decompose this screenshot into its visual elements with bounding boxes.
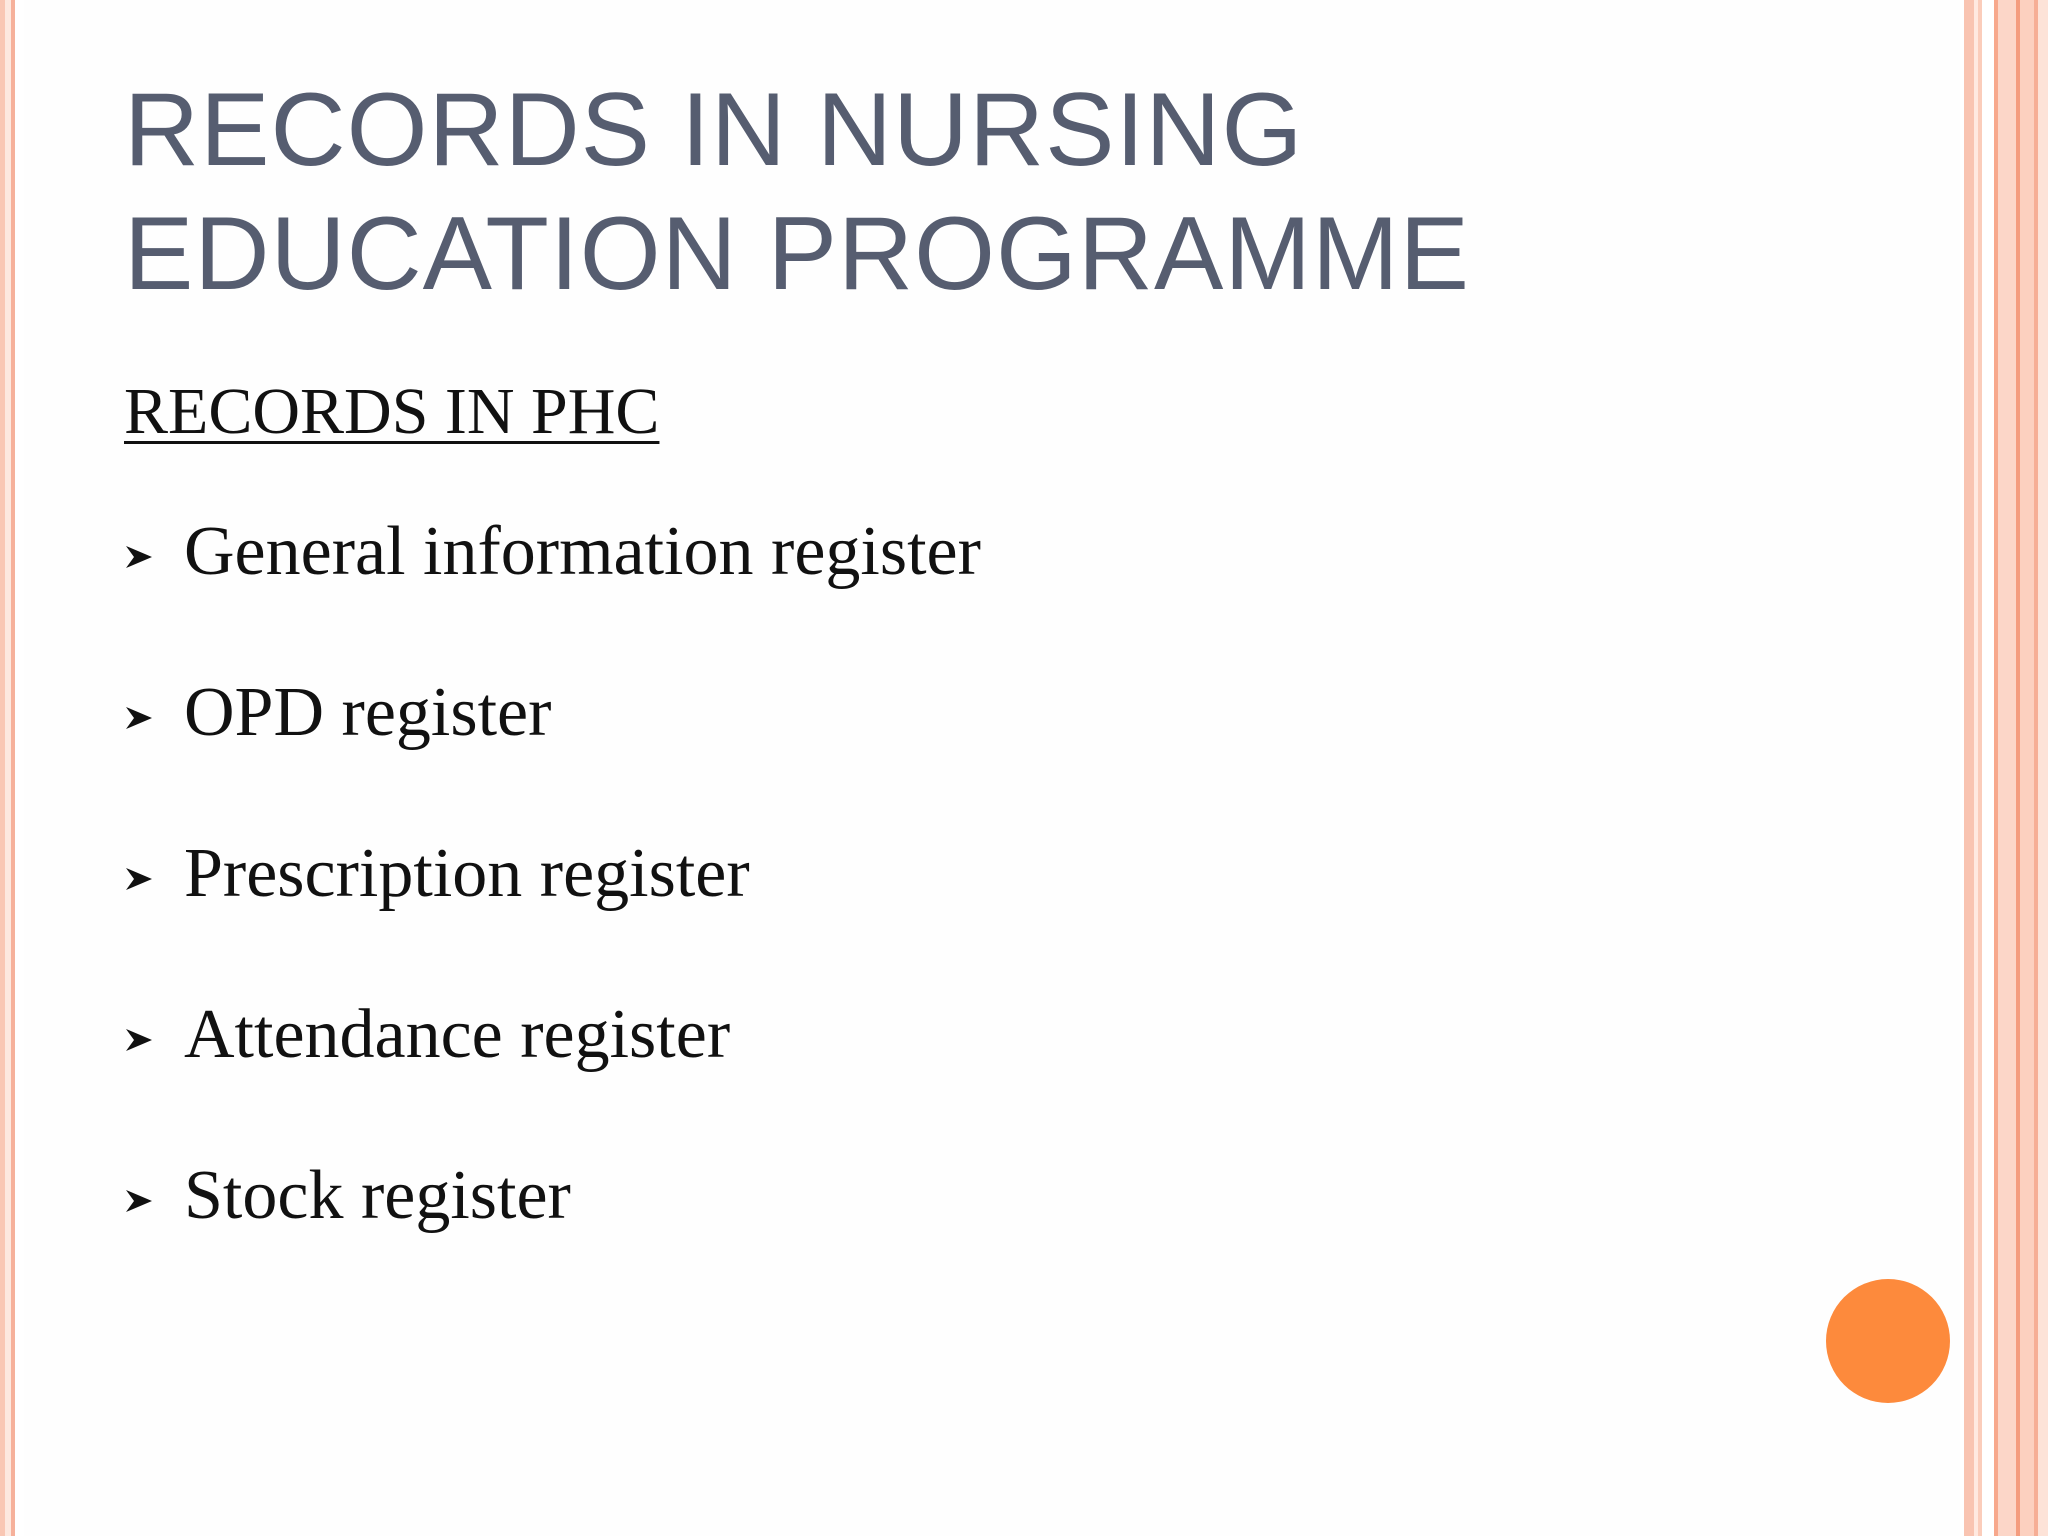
- right-border-decoration: [1960, 0, 2048, 1536]
- arrowhead-bullet-icon: [124, 1176, 184, 1216]
- section-heading: RECORDS IN PHC: [124, 375, 660, 448]
- list-item-label: General information register: [184, 513, 981, 590]
- bullet-list: [124, 512, 981, 1317]
- list-item-label: Attendance register: [184, 996, 731, 1073]
- arrowhead-bullet-icon: [124, 854, 184, 894]
- list-item: [124, 673, 981, 753]
- slide-title: [124, 68, 1524, 316]
- list-item: [124, 512, 981, 592]
- list-item: [124, 1156, 981, 1236]
- orange-circle-decoration: [1826, 1279, 1950, 1403]
- arrowhead-bullet-icon: [124, 1015, 184, 1055]
- arrowhead-bullet-icon: [124, 532, 184, 572]
- list-item-label: OPD register: [184, 674, 552, 751]
- list-item: [124, 995, 981, 1075]
- list-item-label: Stock register: [184, 1157, 571, 1234]
- arrowhead-bullet-icon: [124, 693, 184, 733]
- title-line-2: EDUCATION PROGRAMME: [124, 196, 1471, 312]
- list-item: [124, 834, 981, 914]
- list-item-label: Prescription register: [184, 835, 750, 912]
- title-line-1: RECORDS IN NURSING: [124, 72, 1304, 188]
- left-border-decoration: [0, 0, 24, 1536]
